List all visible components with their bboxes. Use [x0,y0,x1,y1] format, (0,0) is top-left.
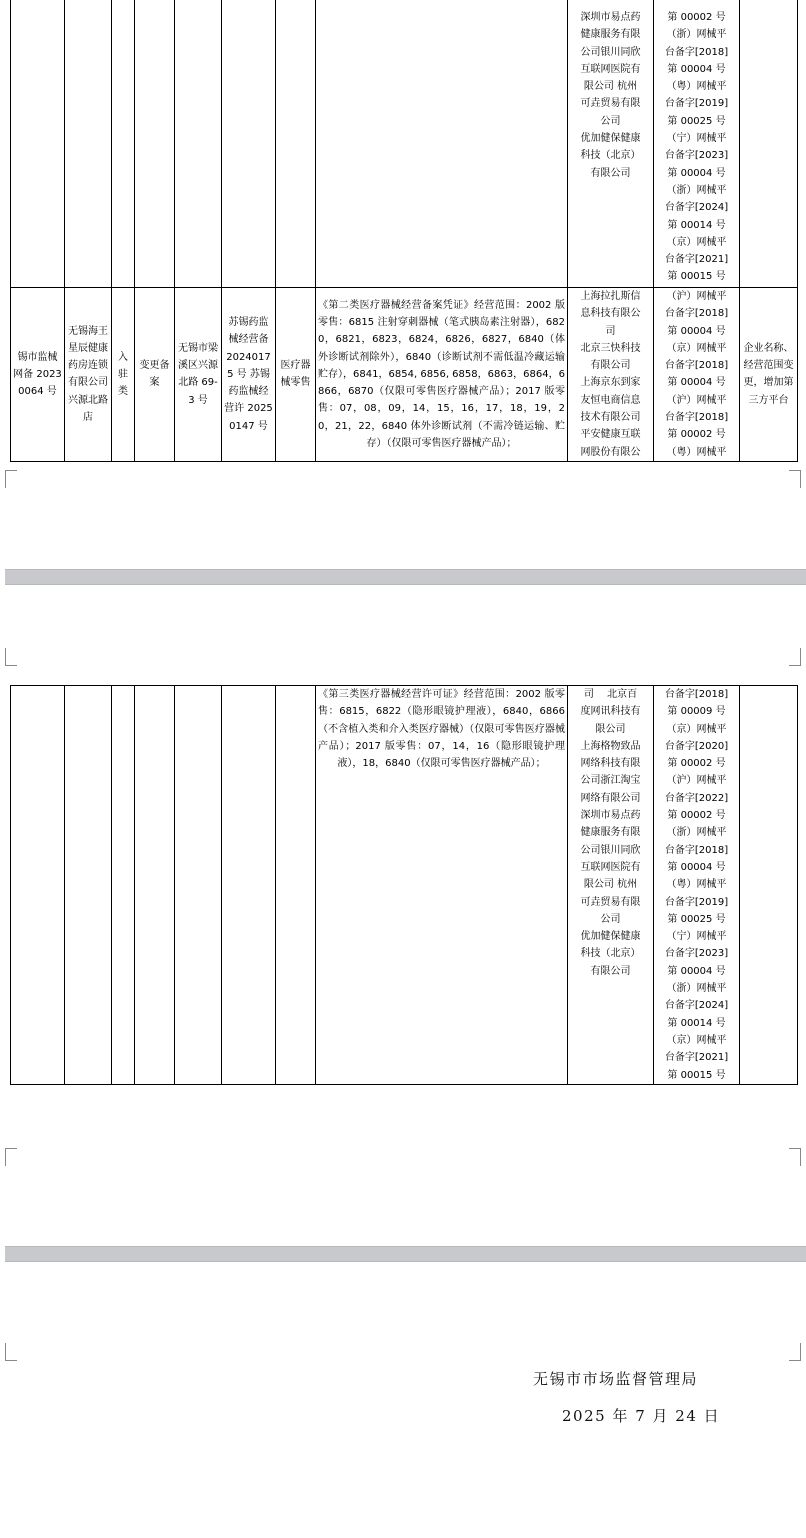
platform-record-line: 第 00002 号 [667,429,726,441]
cell-empty [135,0,175,288]
platform-company-line: 科技（北京） [580,948,641,960]
platform-record-line: 第 00009 号 [667,706,726,718]
platform-company-line: 网络有限公司 [580,792,641,804]
platform-company-line: 上海拉扎斯信 [580,291,641,302]
platform-record-line: 台备字[2018] [664,308,729,320]
platform-company-line: 网股份有限公 [580,446,641,458]
platform-company-line: 限公司 [595,723,626,735]
platform-record-line: 第 00004 号 [667,377,726,389]
platform-record-line: 台备字[2022] [664,792,729,804]
platform-company-line: 息科技有限公 [580,308,641,320]
platform-record-line: （宁）网械平 [666,133,727,145]
platform-record-line: 台备字[2024] [664,1000,729,1012]
platform-company-line: 公司 [600,913,621,925]
platform-record-line: 台备字[2023] [664,948,729,960]
platform-record-line: （京）网械平 [666,723,727,735]
platform-company-cell [568,288,654,462]
platform-record-line: （沪）网械平 [666,775,727,787]
platform-company-cell [568,686,654,1085]
platform-record-line: 台备字[2019] [664,98,729,110]
cell-empty [112,0,135,288]
platform-company-line: 公司银川同欣 [580,46,641,58]
mode-cell: 医疗器械零售 [276,288,316,462]
registry-table-1 [10,0,798,462]
platform-record-line: （沪）网械平 [666,291,727,302]
platform-company-line: 健康服务有限 [580,29,641,41]
cell-empty [276,0,316,288]
platform-record-cell [654,686,740,1085]
action-cell: 变更备案 [135,288,175,462]
platform-record-line: 第 00025 号 [667,913,726,925]
crop-mark [789,470,801,488]
cell-empty [276,686,316,1085]
platform-company-line: 深圳市易点药 [580,810,641,822]
platform-record-line: 第 00025 号 [667,115,726,127]
registry-table-2 [10,685,798,1085]
platform-record-line: 第 00002 号 [667,12,726,23]
platform-company-line: 司 [605,325,616,337]
platform-record-line: （粤）网械平 [666,446,727,458]
cell-empty [175,0,222,288]
cell-empty [222,686,276,1085]
platform-company-line: 公司银川同欣 [580,844,641,856]
platform-record-line: 台备字[2019] [664,896,729,908]
platform-record-line: （京）网械平 [666,236,727,248]
platform-record-cell [654,288,740,462]
crop-mark [5,1343,17,1361]
crop-mark [789,1343,801,1361]
platform-company-line: 网络科技有限 [580,758,641,770]
platform-record-line: （浙）网械平 [666,29,727,41]
platform-record-cell [654,0,740,288]
cell-empty [175,686,222,1085]
platform-record-line: 台备字[2018] [664,360,729,372]
cell-empty [222,0,276,288]
crop-mark [5,470,17,488]
platform-record-line: （京）网械平 [666,342,727,354]
platform-company-line: 健康服务有限 [580,827,641,839]
platform-company-line: 上海格物致品 [580,740,641,752]
platform-company-line: 北京三快科技 [580,342,641,354]
table-row [11,0,798,288]
platform-record-line: 台备字[2024] [664,202,729,214]
platform-record-line: 台备字[2023] [664,150,729,162]
platform-record-line: 第 00014 号 [667,1017,726,1029]
platform-company-line: 上海京东到家 [580,377,641,389]
platform-company-line: 深圳市易点药 [580,12,641,23]
cell-empty [11,0,65,288]
platform-company-line: 技术有限公司 [580,412,641,424]
platform-record-line: （宁）网械平 [666,931,727,943]
platform-company-line: 度网讯科技有 [580,706,641,718]
cell-empty [65,0,112,288]
platform-company-line: 限公司 杭州 [583,879,638,891]
platform-record-line: 台备字[2020] [664,740,729,752]
platform-record-line: 台备字[2018] [664,689,729,700]
business-scope-cell: 《第三类医疗器械经营许可证》经营范围：2002 版零售：6815，6822（隐形眼镜护理液），6840，6866（不含植入类和介入类医疗器械）（仅限可零售医疗器械产品）；2017 版零售：07，14，16（隐形眼镜护理液），18，6840（仅限可零售医疗器械产品）； [316,686,568,1085]
platform-company-line: 互联网医院有 [580,861,641,873]
platform-record-line: 第 00004 号 [667,167,726,179]
cell-empty [65,686,112,1085]
platform-company-line: 司 北京百 [583,689,638,700]
crop-mark [789,1148,801,1166]
platform-company-line: 平安健康互联 [580,429,641,441]
cell-empty [740,686,798,1085]
platform-record-line: （浙）网械平 [666,983,727,995]
platform-record-line: （沪）网械平 [666,394,727,406]
platform-record-line: 第 00004 号 [667,965,726,977]
platform-record-line: 台备字[2021] [664,254,729,266]
platform-record-line: 台备字[2018] [664,844,729,856]
platform-record-line: （粤）网械平 [666,81,727,93]
issue-date: 2025 年 7 月 24 日 [562,1407,721,1425]
platform-record-line: 台备字[2021] [664,1052,729,1064]
platform-company-line: 有限公司 [590,167,631,179]
platform-company-line: 公司浙江淘宝 [580,775,641,787]
platform-record-line: 第 00004 号 [667,63,726,75]
platform-record-line: （浙）网械平 [666,827,727,839]
table-row [11,288,798,462]
page-1 [0,0,806,565]
platform-record-line: （浙）网械平 [666,184,727,196]
record-number-cell: 锡市监械网备 20230064 号 [11,288,65,462]
platform-record-line: 台备字[2018] [664,46,729,58]
page-2 [0,586,806,1246]
page-3 [0,1263,806,1538]
crop-mark [789,648,801,666]
platform-record-line: 台备字[2018] [664,412,729,424]
issuing-authority: 无锡市市场监督管理局 [533,1370,699,1388]
page-separator [5,569,806,585]
platform-record-line: （粤）网械平 [666,879,727,891]
platform-company-line: 互联网医院有 [580,63,641,75]
platform-company-line: 优加健保健康 [580,133,641,145]
type-cell: 入驻类 [112,288,135,462]
cell-empty [11,686,65,1085]
table-row [11,686,798,1085]
platform-company-line: 科技（北京） [580,150,641,162]
platform-record-line: 第 00002 号 [667,758,726,770]
platform-record-line: 第 00014 号 [667,219,726,231]
license-cell: 苏锡药监械经营备 20240175 号 苏锡药监械经营许 20250147 号 [222,288,276,462]
platform-record-line: 第 00015 号 [667,1069,726,1081]
business-scope-cell: 《第二类医疗器械经营备案凭证》经营范围：2002 版零售：6815 注射穿刺器械（笔式胰岛素注射器），6820，6821，6823，6824，6826，6827，6840（体外诊断试剂除外），6840（诊断试剂不需低温冷藏运输贮存），6841，6854, 6856, 6858，6863，6864，6866，6870（仅限可零售医疗器械产品）；2017 版零售：07，08，09，14，15，16，17，18，19，20，21，22，6840 体外诊断试剂（不需冷链运输、贮存）（仅限可零售医疗器械产品）； [316,288,568,462]
platform-company-line: 有限公司 [590,965,631,977]
company-name-cell: 无锡海王星辰健康药房连锁有限公司兴源北路店 [65,288,112,462]
platform-record-line: 第 00004 号 [667,861,726,873]
page-separator [5,1246,806,1262]
note-cell: 企业名称、经营范围变更，增加第三方平台 [740,288,798,462]
platform-company-line: 公司 [600,115,621,127]
cell-empty [740,0,798,288]
platform-company-line: 可垚贸易有限 [580,896,641,908]
platform-company-line: 有限公司 [590,360,631,372]
cell-empty [135,686,175,1085]
platform-record-line: 第 00015 号 [667,271,726,283]
crop-mark [5,648,17,666]
platform-record-line: 第 00002 号 [667,810,726,822]
platform-record-line: （京）网械平 [666,1034,727,1046]
crop-mark [5,1148,17,1166]
platform-company-cell [568,0,654,288]
cell-empty [316,0,568,288]
address-cell: 无锡市梁溪区兴源北路 69-3 号 [175,288,222,462]
platform-company-line: 优加健保健康 [580,931,641,943]
platform-company-line: 友恒电商信息 [580,394,641,406]
platform-record-line: 第 00004 号 [667,325,726,337]
platform-company-line: 限公司 杭州 [583,81,638,93]
platform-company-line: 可垚贸易有限 [580,98,641,110]
cell-empty [112,686,135,1085]
